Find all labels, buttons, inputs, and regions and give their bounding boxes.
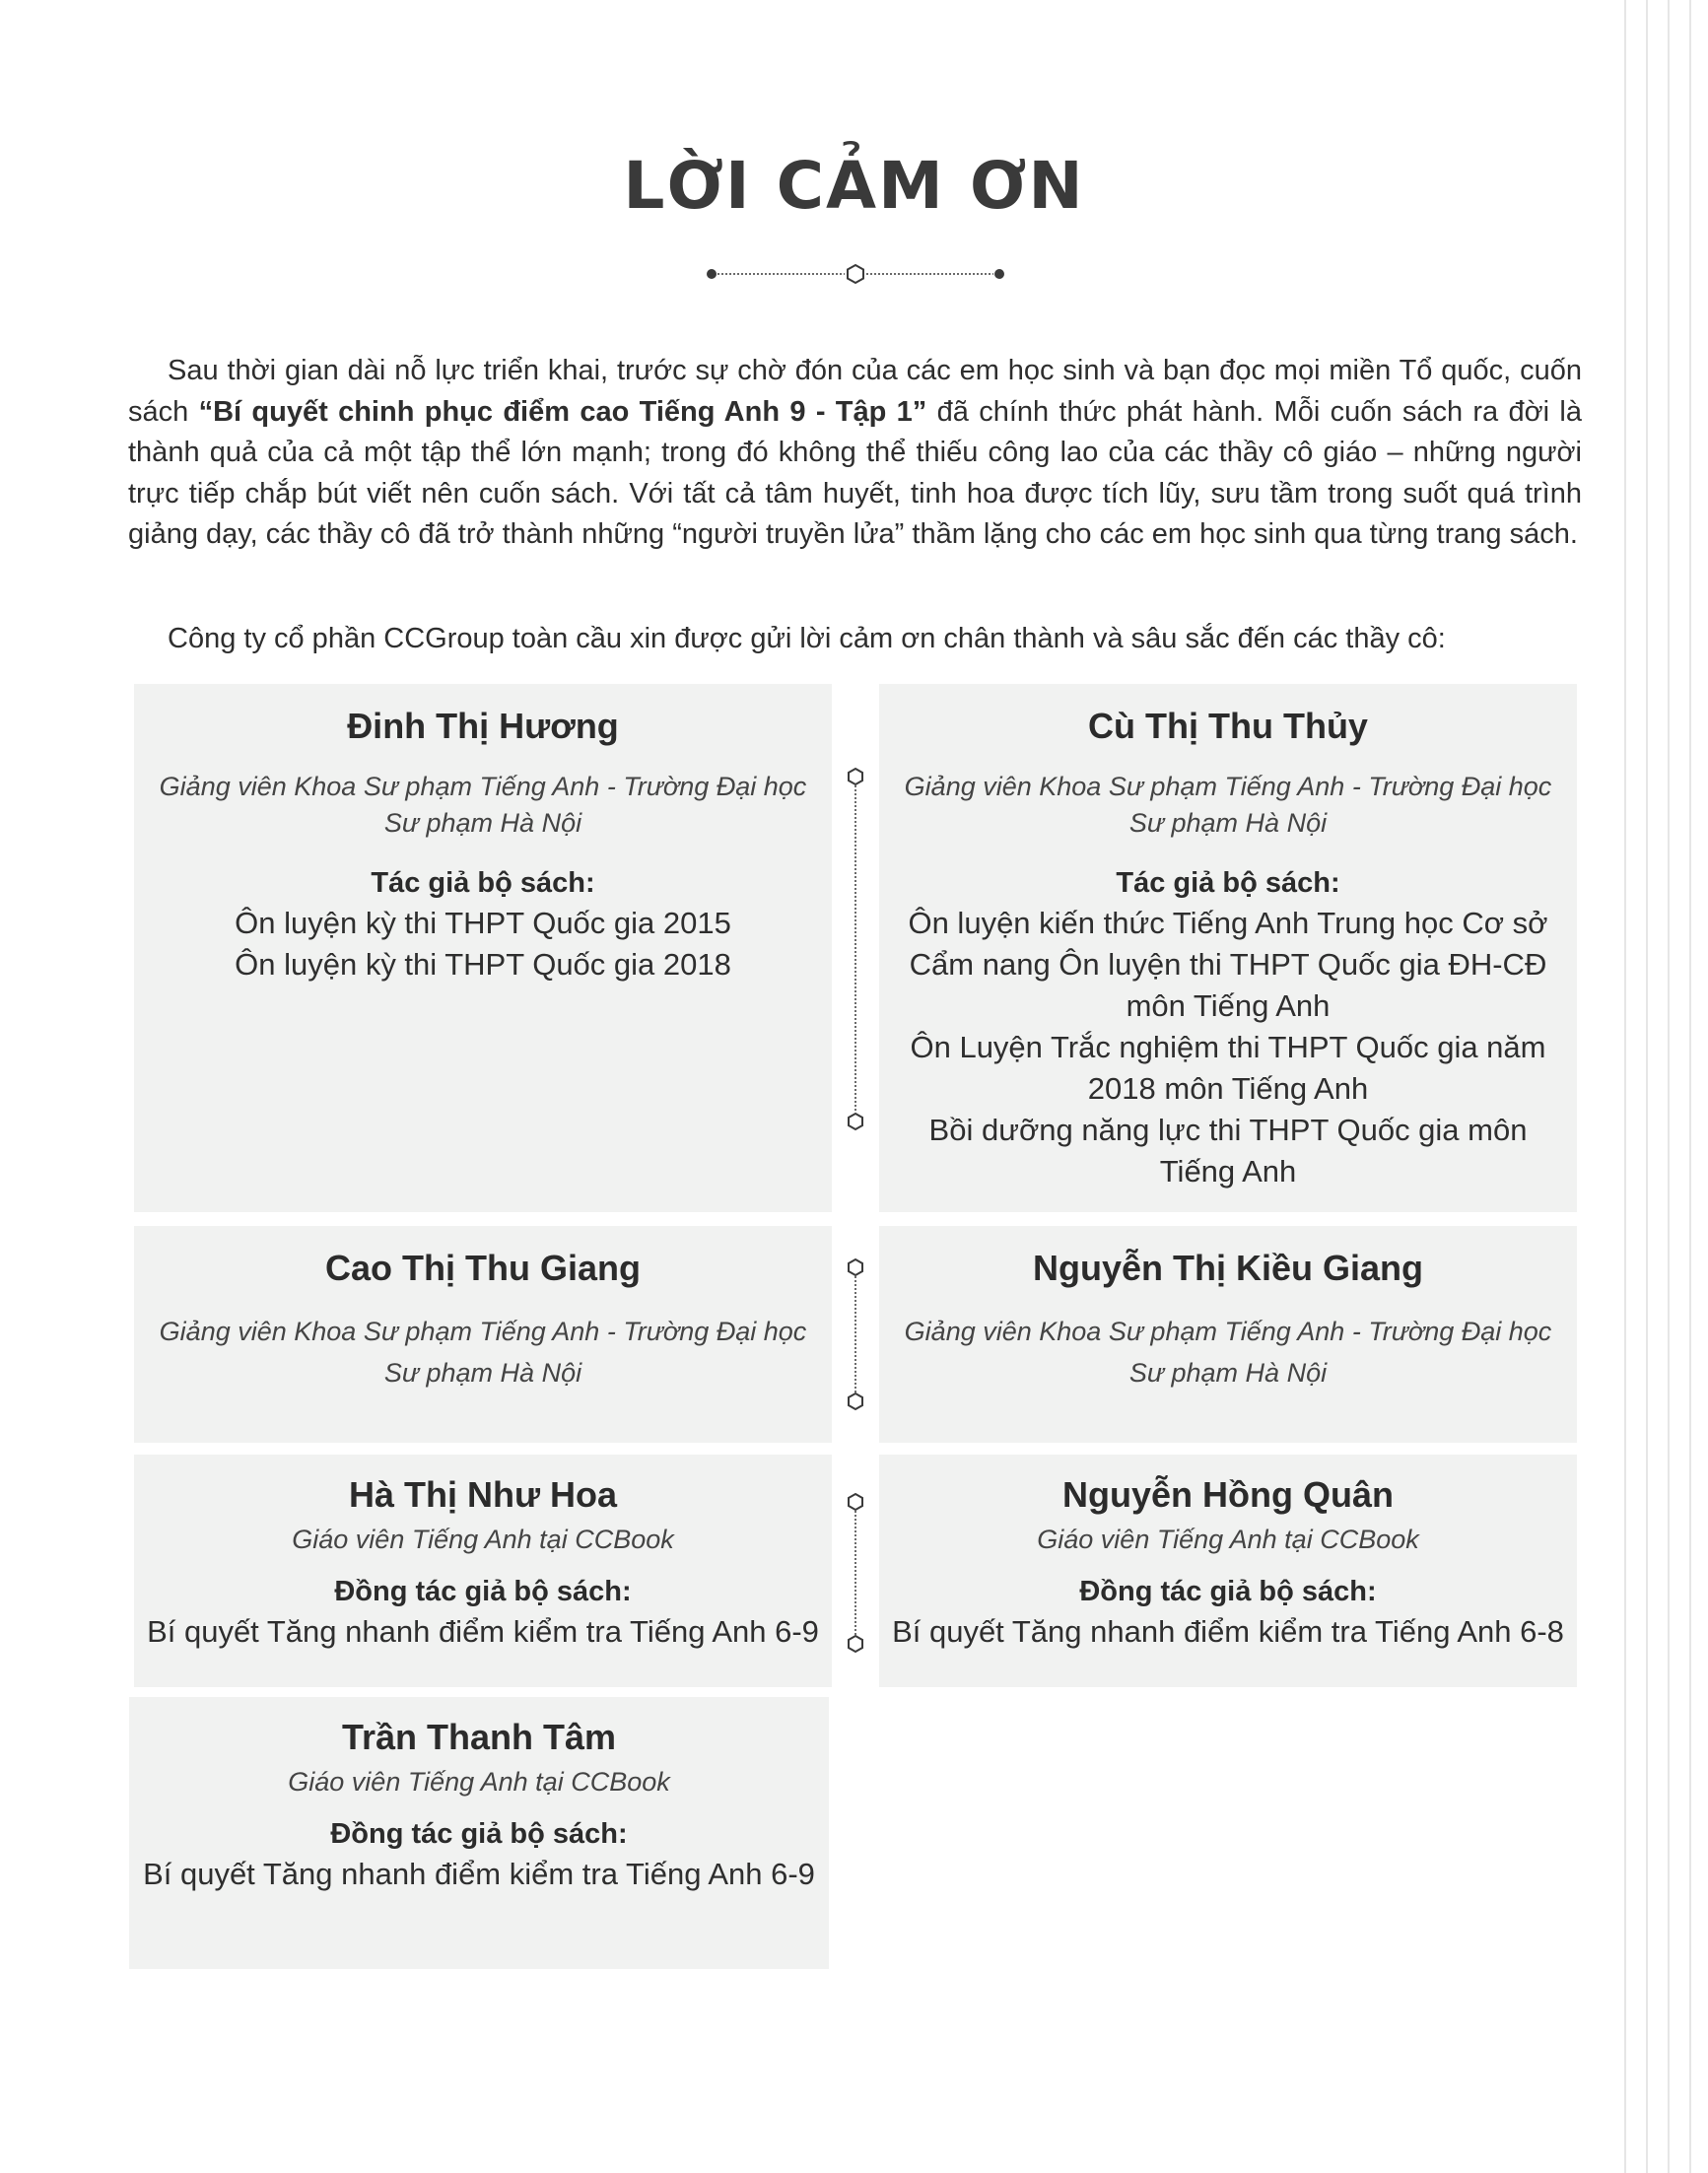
author-role: Giáo viên Tiếng Anh tại CCBook	[292, 1525, 674, 1554]
book-title: Bồi dưỡng năng lực thi THPT Quốc gia môn Tiếng Anh	[928, 1113, 1528, 1188]
page-edge-lines	[1614, 0, 1708, 2173]
thanks-line: Công ty cổ phần CCGroup toàn cầu xin được gửi lời cảm ơn chân thành và sâu sắc đến các thầy cô:	[168, 623, 1446, 654]
books-label: Tác giả bộ sách:	[1116, 867, 1340, 899]
author-name: Trần Thanh Tâm	[341, 1717, 617, 1757]
column-connector-ornament	[844, 1256, 867, 1413]
book-title: Bí quyết Tăng nhanh điểm kiểm tra Tiếng Anh 6-9	[143, 1857, 815, 1891]
author-role: Giảng viên Khoa Sư phạm Tiếng Anh - Trường Đại học Sư phạm Hà Nội	[904, 772, 1552, 838]
books-label: Tác giả bộ sách:	[371, 867, 595, 899]
book-title: Bí quyết Tăng nhanh điểm kiểm tra Tiếng Anh 6-9	[147, 1614, 819, 1649]
author-card-cao-thi-thu-giang	[134, 1226, 832, 1443]
column-connector-ornament	[844, 765, 867, 1133]
books-label: Đồng tác giả bộ sách:	[1079, 1576, 1377, 1607]
author-name: Đinh Thị Hương	[347, 706, 619, 746]
title-divider-ornament	[706, 262, 1005, 286]
author-card-ha-thi-nhu-hoa	[134, 1455, 832, 1687]
book-title: Cẩm nang Ôn luyện thi THPT Quốc gia ĐH-CĐ môn Tiếng Anh	[909, 947, 1547, 1023]
author-card-tran-thanh-tam	[129, 1697, 829, 1969]
author-card-dinh-thi-huong	[134, 684, 832, 1212]
author-card-cu-thi-thu-thuy	[879, 684, 1577, 1212]
book-title: Ôn Luyện Trắc nghiệm thi THPT Quốc gia năm 2018 môn Tiếng Anh	[910, 1030, 1546, 1106]
author-role: Giảng viên Khoa Sư phạm Tiếng Anh - Trường Đại học Sư phạm Hà Nội	[159, 1317, 807, 1388]
author-name: Cao Thị Thu Giang	[325, 1248, 641, 1288]
author-role: Giảng viên Khoa Sư phạm Tiếng Anh - Trường Đại học Sư phạm Hà Nội	[904, 1317, 1552, 1388]
intro-paragraph: Sau thời gian dài nỗ lực triển khai, trước sự chờ đón của các em học sinh và bạn đọc mọi miền Tổ quốc, cuốn sách “Bí quyết chinh phục điểm cao Tiếng Anh 9 - Tập 1” đã chính thức phát hành. Mỗi cuốn sách ra đời là thành quả của cả một tập thể lớn mạnh; trong đó không thể thiếu công lao của các thầy cô giáo – những người trực tiếp chắp bút viết nên cuốn sách. Với tất cả tâm huyết, tinh hoa được tích lũy, sưu tầm trong suốt quá trình giảng dạy, các thầy cô đã trở thành những “người truyền lửa” thầm lặng cho các em học sinh qua từng trang sách.	[128, 355, 1582, 550]
column-connector-ornament	[844, 1490, 867, 1656]
page-title: LỜI CẢM ƠN	[623, 148, 1085, 224]
author-role: Giáo viên Tiếng Anh tại CCBook	[1037, 1525, 1419, 1554]
author-name: Nguyễn Thị Kiều Giang	[1032, 1248, 1424, 1288]
author-role: Giáo viên Tiếng Anh tại CCBook	[288, 1767, 670, 1797]
author-card-nguyen-thi-kieu-giang	[879, 1226, 1577, 1443]
books-label: Đồng tác giả bộ sách:	[330, 1818, 628, 1850]
book-title: Ôn luyện kiến thức Tiếng Anh Trung học Cơ sở	[908, 906, 1548, 940]
book-title: Ôn luyện kỳ thi THPT Quốc gia 2018	[235, 947, 731, 982]
author-role: Giảng viên Khoa Sư phạm Tiếng Anh - Trường Đại học Sư phạm Hà Nội	[159, 772, 807, 838]
author-name: Cù Thị Thu Thủy	[1088, 706, 1368, 746]
book-title: Bí quyết Tăng nhanh điểm kiểm tra Tiếng Anh 6-8	[892, 1614, 1564, 1649]
books-label: Đồng tác giả bộ sách:	[334, 1576, 632, 1607]
author-name: Hà Thị Như Hoa	[348, 1474, 618, 1515]
author-name: Nguyễn Hồng Quân	[1062, 1474, 1394, 1515]
author-card-nguyen-hong-quan	[879, 1455, 1577, 1687]
book-title: Ôn luyện kỳ thi THPT Quốc gia 2015	[235, 906, 731, 940]
